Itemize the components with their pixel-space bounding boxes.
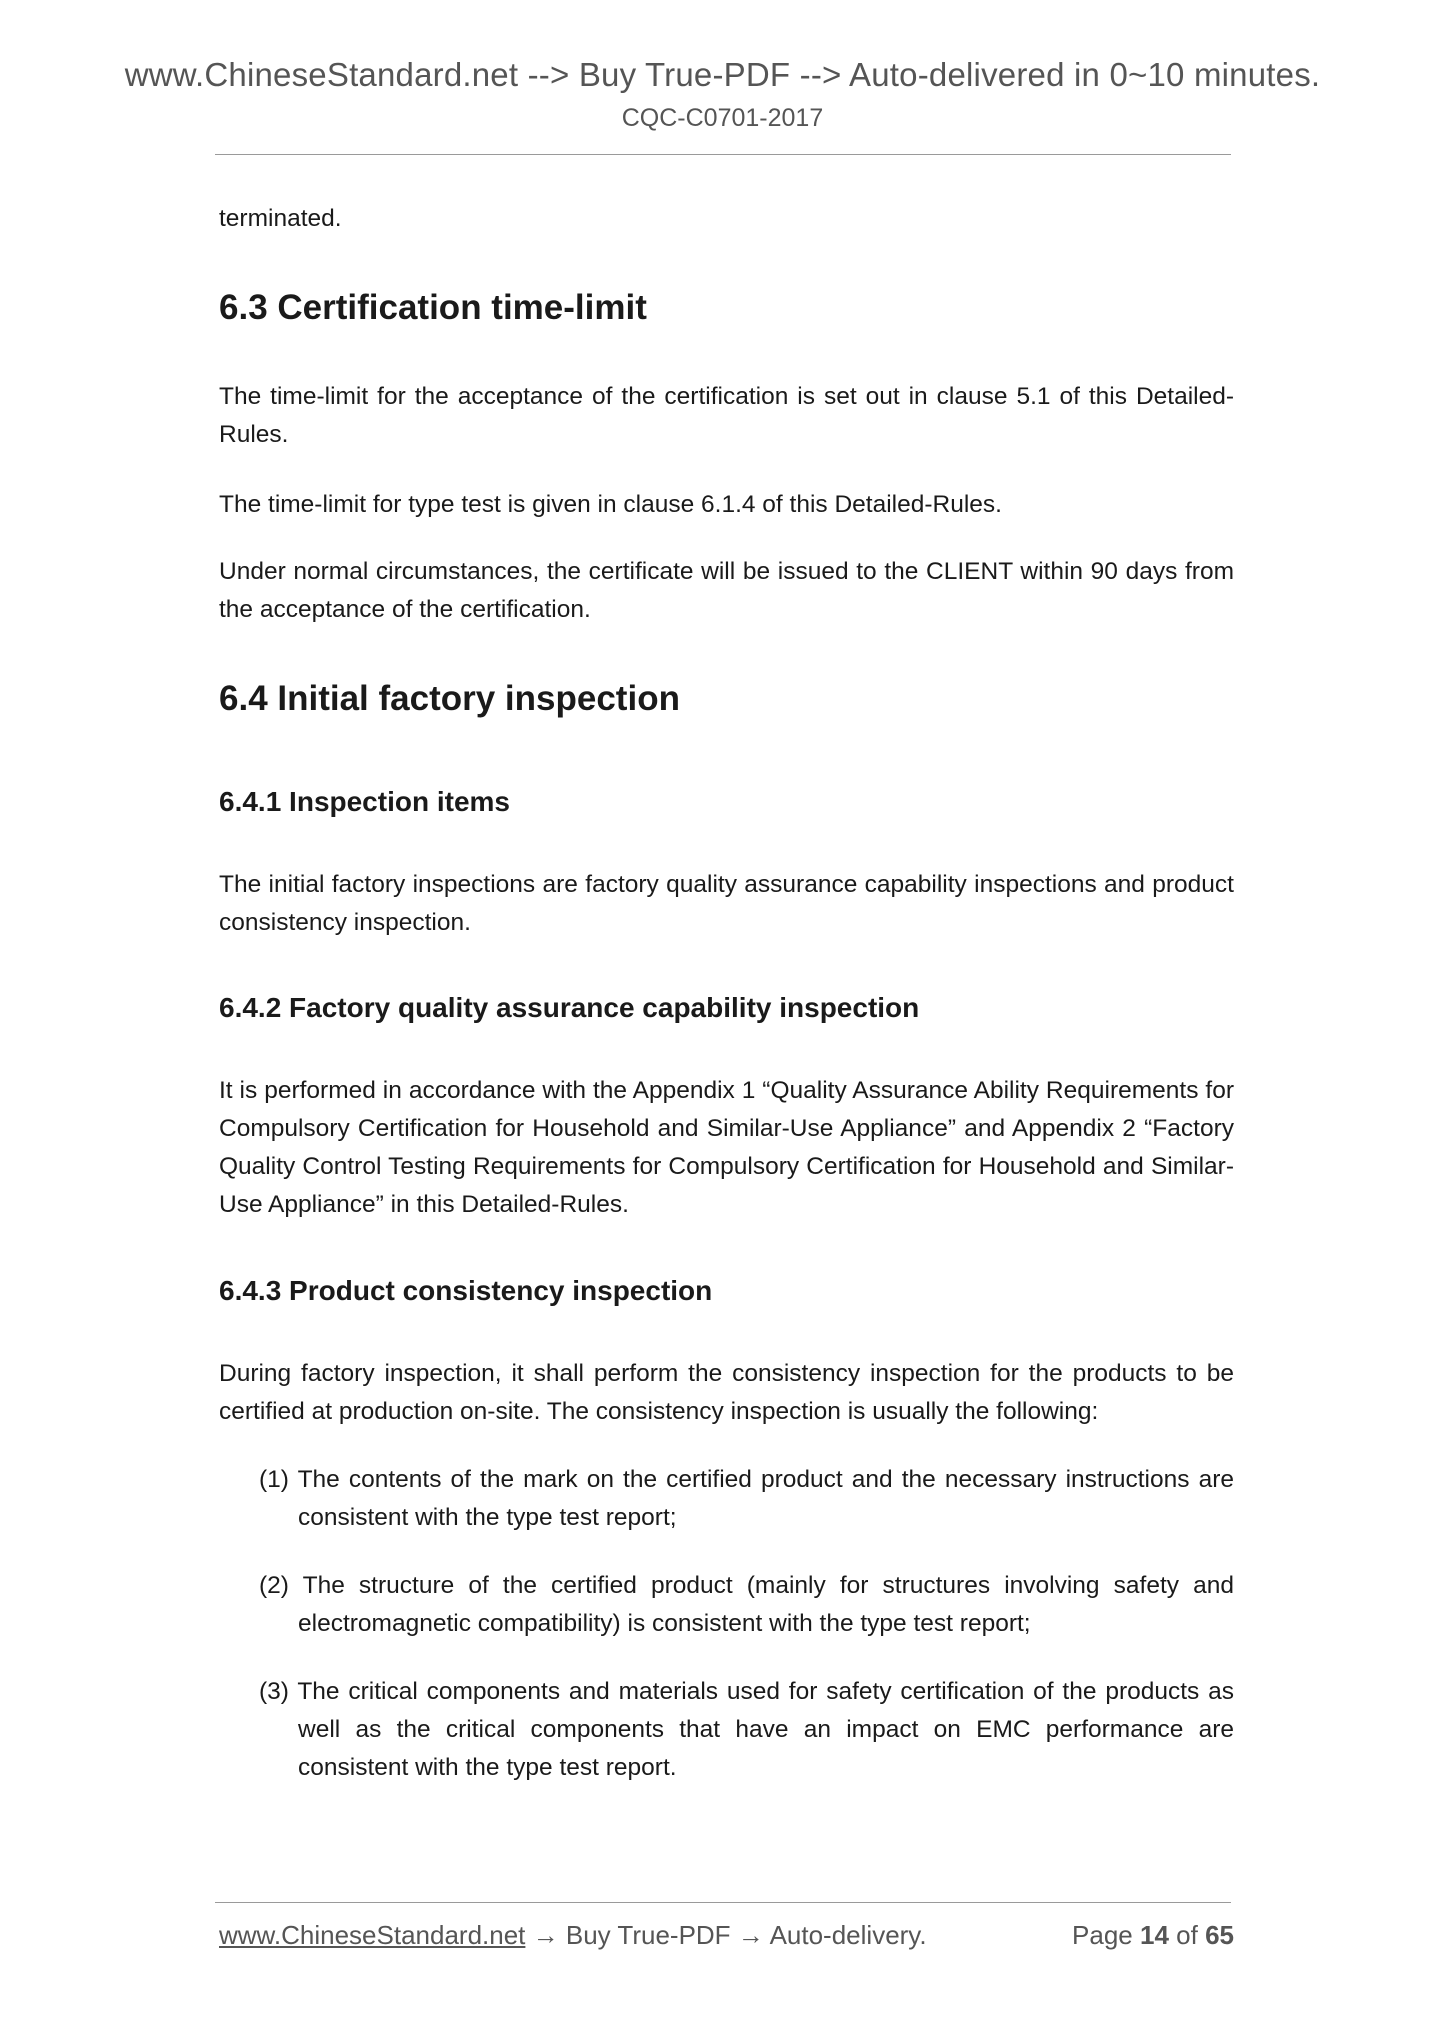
footer-divider: [215, 1902, 1231, 1903]
document-code: CQC-C0701-2017: [621, 104, 824, 132]
section-6-4-1-paragraph: The initial factory inspections are factory quality assurance capability inspections and product consistency inspection.: [219, 871, 1234, 936]
section-6-3-heading: 6.3 Certification time-limit: [219, 288, 647, 327]
section-6-4-2-heading: 6.4.2 Factory quality assurance capability inspection: [219, 992, 920, 1023]
footer-site-link[interactable]: www.ChineseStandard.net: [219, 1920, 526, 1950]
section-6-4-1-heading: 6.4.1 Inspection items: [219, 786, 510, 817]
page-total: 65: [1205, 1920, 1234, 1950]
section-6-3-paragraph-1: The time-limit for the acceptance of the certification is set out in clause 5.1 of this Detailed-Rules.: [219, 383, 1234, 448]
section-6-3-paragraph-3: Under normal circumstances, the certificate will be issued to the CLIENT within 90 days from the acceptance of the certification.: [219, 558, 1234, 623]
section-6-4-2-paragraph: It is performed in accordance with the Appendix 1 “Quality Assurance Ability Requirements for Compulsory Certification for Household and Similar-Use Appliance” and Appendix 2 “Factory Quality Control Testing Requirements for Compulsory Certification for Household and Similar-Use Appliance” in this Detailed-Rules.: [219, 1077, 1234, 1218]
list-item: (2) The structure of the certified product (mainly for structures involving safety and electromagnetic compatibility) is consistent with the type test report;: [259, 1572, 1234, 1637]
page-label: Page: [1072, 1920, 1133, 1950]
section-6-4-3-paragraph: During factory inspection, it shall perform the consistency inspection for the products to be certified at production on-site. The consistency inspection is usually the following:: [219, 1360, 1234, 1425]
header-banner: www.ChineseStandard.net --> Buy True-PDF --> Auto-delivered in 0~10 minutes.: [124, 56, 1321, 93]
of-label: of: [1176, 1920, 1198, 1950]
header-divider: [215, 154, 1231, 155]
footer-promo: [219, 1920, 927, 1951]
continuation-text: terminated.: [219, 205, 342, 232]
page-indicator: [1072, 1920, 1234, 1951]
list-item: (3) The critical components and materials used for safety certification of the products as well as the critical components that have an impact on EMC performance are consistent with the type test report.: [259, 1678, 1234, 1781]
footer-promo-text: → Buy True-PDF → Auto-delivery.: [525, 1920, 927, 1950]
section-6-3-paragraph-2: The time-limit for type test is given in clause 6.1.4 of this Detailed-Rules.: [219, 491, 1002, 518]
page-number: 14: [1140, 1920, 1169, 1950]
section-6-4-3-heading: 6.4.3 Product consistency inspection: [219, 1275, 713, 1306]
page-footer: [219, 1920, 1234, 1960]
list-item: (1) The contents of the mark on the certified product and the necessary instructions are consistent with the type test report;: [259, 1466, 1234, 1531]
section-6-4-heading: 6.4 Initial factory inspection: [219, 679, 680, 718]
